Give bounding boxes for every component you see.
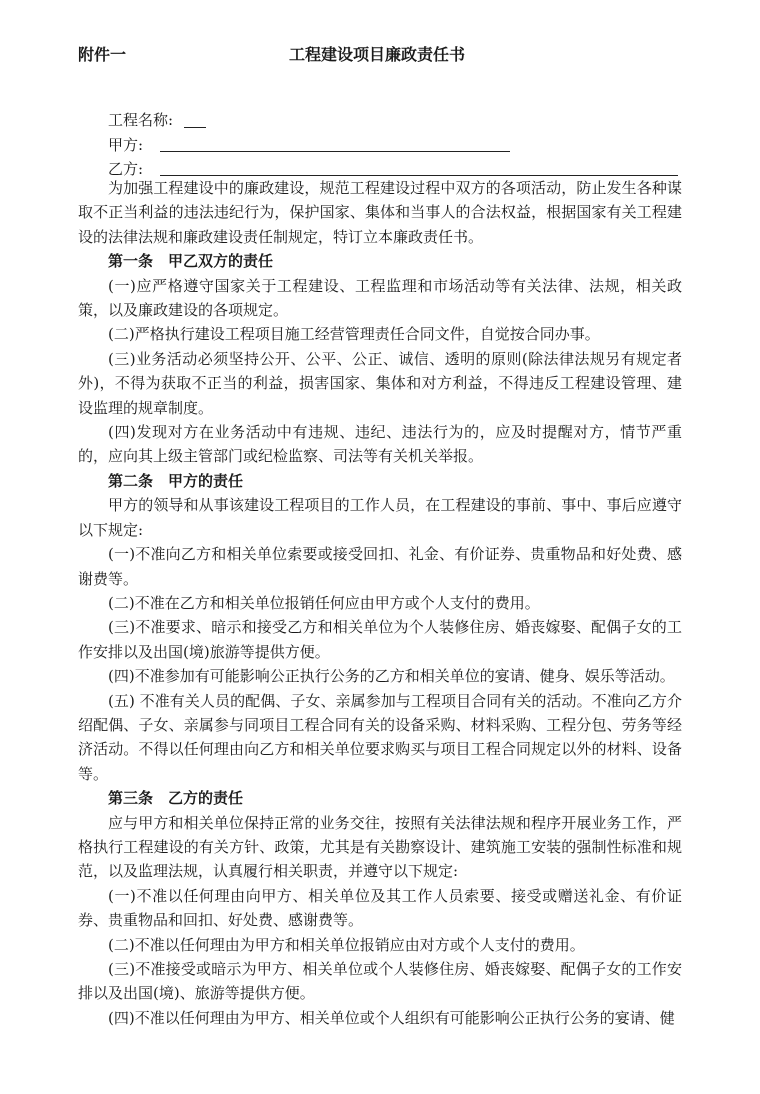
party-a-underline [160,151,510,152]
article-2-clause-4: (四)不准参加有可能影响公正执行公务的乙方和相关单位的宴请、健身、娱乐等活动。 [108,667,675,686]
article-1-clause-4: (四)发现对方在业务活动中有违规、违纪、违法行为的，应及时提醒对方，情节严重的，应向其上级主管部门或纪检监察、司法等有关机关举报。 [78,423,682,466]
article-3-clause-4: (四)不准以任何理由为甲方、相关单位或个人组织有可能影响公正执行公务的宴请、健 [108,1008,675,1027]
article-2-clause-1: (一)不准向乙方和相关单位索要或接受回扣、礼金、有价证券、贵重物品和好处费、感谢费等。 [78,545,682,588]
article-2-clause-3: (三)不准要求、暗示和接受乙方和相关单位为个人装修住房、婚丧嫁娶、配偶子女的工作安排以及出国(境)旅游等提供方便。 [78,618,682,661]
article-3-clause-1: (一)不准以任何理由向甲方、相关单位及其工作人员索要、接受或赠送礼金、有价证券、贵重物品和回扣、好处费、感谢费等。 [78,886,682,930]
annex-label: 附件一 [78,45,127,64]
article-1-clause-2: (二)严格执行建设工程项目施工经营管理责任合同文件，自觉按合同办事。 [108,325,600,344]
article-2-clause-5: (五) 不准有关人员的配偶、子女、亲属参加与工程项目合同有关的活动。不准向乙方介绍配偶、子女、亲属参与同项目工程合同有关的设备采购、材料采购、工程分包、劳务等经济活动。不得以任何理由向乙方和相关单位要求购买与项目工程合同规定以外的材料、设备等。 [78,691,682,783]
project-name-label: 工程名称: [108,111,174,129]
document-title: 工程建设项目廉政责任书 [289,45,466,64]
project-name-underline [184,127,206,128]
article-1-clause-1: (一)应严格遵守国家关于工程建设、工程监理和市场活动等有关法律、法规，相关政策，以及廉政建设的各项规定。 [78,276,682,320]
party-b-label: 乙方: [108,160,144,178]
article-2-clause-2: (二)不准在乙方和相关单位报销任何应由甲方或个人支付的费用。 [108,593,540,612]
article-1-clause-3: (三)业务活动必须坚持公开、公平、公正、诚信、透明的原则(除法律法规另有规定者外)，不得为获取不正当的利益，损害国家、集体和对方利益，不得违反工程建设管理、建设监理的规章制度。 [78,349,682,417]
article-3-clause-2: (二)不准以任何理由为甲方和相关单位报销应由对方或个人支付的费用。 [108,935,585,954]
article-3-intro: 应与甲方和相关单位保持正常的业务交往，按照有关法律法规和程序开展业务工作，严格执行工程建设的有关方针、政策，尤其是有关勘察设计、建筑施工安装的强制性标准和规范，以及监理法规，认真履行相关职责，并遵守以下规定: [78,813,682,881]
article-1-heading: 第一条 甲乙双方的责任 [108,252,274,271]
article-2-heading: 第二条 甲方的责任 [108,471,244,490]
party-a-label: 甲方: [108,136,144,154]
article-2-intro: 甲方的领导和从事该建设工程项目的工作人员，在工程建设的事前、事中、事后应遵守以下规定: [78,496,682,539]
article-3-heading: 第三条 乙方的责任 [108,789,244,808]
intro-paragraph: 为加强工程建设中的廉政建设，规范工程建设过程中双方的各项活动，防止发生各种谋取不正当利益的违法违纪行为，保护国家、集体和当事人的合法权益，根据国家有关工程建设的法律法规和廉政建设责任制规定，特订立本廉政责任书。 [78,179,682,246]
document-body [78,176,682,1030]
article-3-clause-3: (三)不准接受或暗示为甲方、相关单位或个人装修住房、婚丧嫁娶、配偶子女的工作安排以及出国(境)、旅游等提供方便。 [78,960,682,1003]
